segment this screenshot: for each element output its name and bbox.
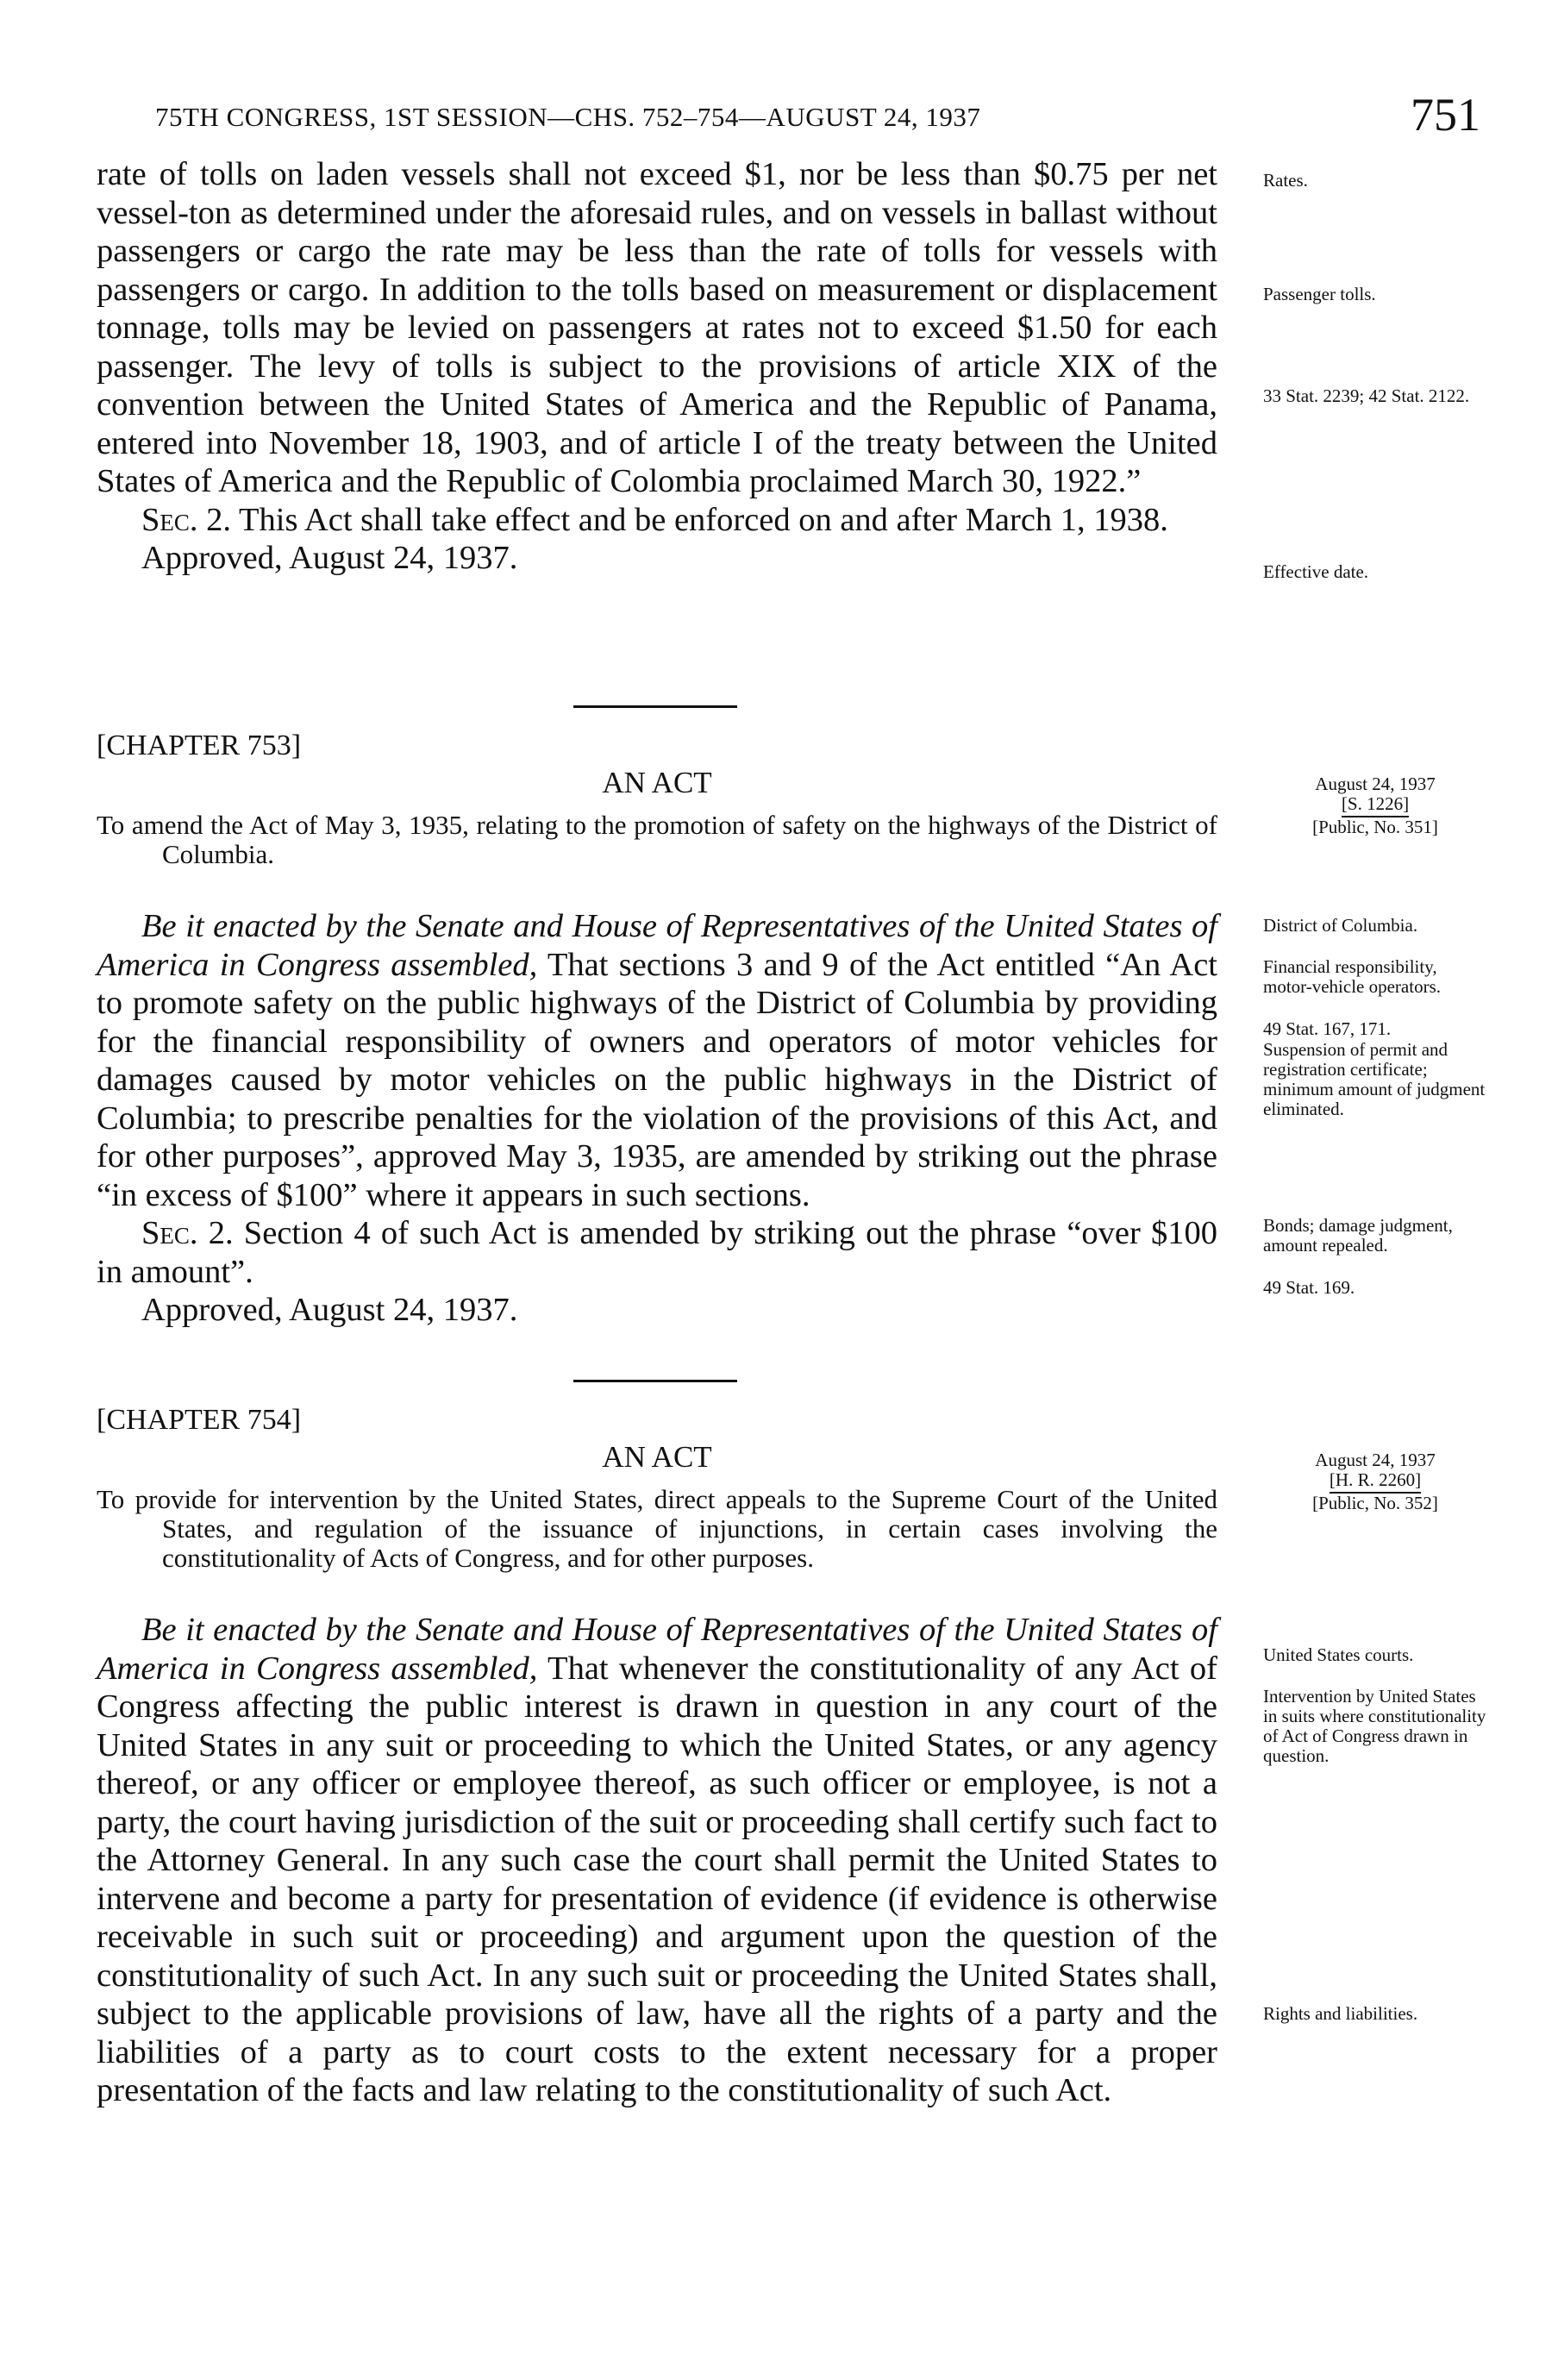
act-heading: AN ACT	[602, 766, 712, 799]
margin-note-stat-169: 49 Stat. 169.	[1263, 1277, 1355, 1298]
margin-note-stat-167: 49 Stat. 167, 171.	[1263, 1018, 1392, 1039]
chapter-label: [CHAPTER 753]	[97, 730, 302, 761]
margin-note-suspension: Suspension of permit and registration certificate; minimum amount of judgment eliminated.	[1263, 1039, 1486, 1119]
section-2-paragraph	[97, 1214, 1217, 1291]
public-law-number: [Public, No. 351]	[1312, 817, 1438, 837]
margin-note-district: District of Columbia.	[1263, 915, 1418, 936]
approval-date: August 24, 1937	[1315, 1450, 1436, 1470]
section-text: Section 4 of such Act is amended by striking out the phrase “over $100 in amount”.	[97, 1215, 1218, 1290]
enacting-clause: Be it enacted by the Senate and House of Representatives of the United States of America in Congress assembled,	[97, 908, 1217, 983]
enacting-paragraph	[97, 907, 1217, 1214]
section-divider	[573, 705, 737, 708]
page-number: 751	[1411, 89, 1480, 141]
margin-note-stat-reference: 33 Stat. 2239; 42 Stat. 2122.	[1263, 385, 1470, 406]
act-heading: AN ACT	[602, 1440, 712, 1474]
act-body: That sections 3 and 9 of the Act entitled “An Act to promote safety on the public highways of the District of Columbia by providing for the financial responsibility of owners and operators of motor vehicles for damages caused by motor vehicles on the public highways in the District of Columbia; to prescribe penalties for the violation of the provisions of this Act, and for other purposes”, approved May 3, 1935, are amended by striking out the phrase “in excess of $100” where it appears in such sections.	[97, 946, 1217, 1213]
bill-number: [H. R. 2260]	[1330, 1470, 1421, 1494]
bill-number: [S. 1226]	[1342, 794, 1409, 817]
chapter-752-continuation	[97, 155, 1217, 578]
enacting-paragraph	[97, 1611, 1217, 2110]
margin-note-effective-date: Effective date.	[1263, 561, 1369, 582]
public-law-number: [Public, No. 352]	[1312, 1493, 1438, 1513]
chapter-754	[97, 1404, 1217, 2110]
approved-line: Approved, August 24, 1937.	[141, 540, 518, 576]
approval-date: August 24, 1937	[1315, 774, 1436, 794]
section-label: Sec. 2.	[141, 501, 232, 538]
margin-note-intervention: Intervention by United States in suits where constitutionality of Act of Congress drawn in question.	[1263, 1686, 1486, 1766]
margin-note-us-courts: United States courts.	[1263, 1644, 1414, 1665]
approved-line: Approved, August 24, 1937.	[141, 1292, 518, 1328]
section-label: Sec. 2.	[141, 1215, 234, 1251]
margin-note-financial: Financial responsibility, motor-vehicle operators.	[1263, 956, 1442, 997]
margin-note-rates: Rates.	[1263, 170, 1308, 191]
section-text: This Act shall take effect and be enforced on and after March 1, 1938.	[238, 501, 1168, 538]
act-body: That whenever the constitutionality of any Act of Congress affecting the public interest is drawn in question in any court of the United States in any suit or proceeding to which the United States, or any agency thereof, or any officer or employee thereof, as such officer or employee, is not a party, the court having jurisdiction of the suit or proceeding shall certify such fact to the Attorney General. In any such case the court shall permit the United States to intervene and become a party for presentation of evidence (if evidence is otherwise receivable in such suit or proceeding) and argument upon the question of the constitutionality of such Act. In any such suit or proceeding the United States shall, subject to the applicable provisions of law, have all the rights of a party and the liabilities of a party as to court costs to the extent necessary for a proper presentation of the facts and law relating to the constitutionality of such Act.	[97, 1650, 1217, 2108]
section-2-paragraph	[97, 501, 1217, 540]
margin-note-ch753-approval	[1263, 774, 1487, 837]
margin-note-ch754-approval	[1263, 1450, 1487, 1513]
chapter-753	[97, 730, 1217, 1330]
margin-note-bonds: Bonds; damage judgment, amount repealed.	[1263, 1215, 1453, 1256]
chapter-label: [CHAPTER 754]	[97, 1404, 302, 1436]
running-head: 75TH CONGRESS, 1ST SESSION—CHS. 752–754—AUGUST 24, 1937	[155, 102, 981, 132]
section-divider	[573, 1380, 737, 1382]
continuation-paragraph: rate of tolls on laden vessels shall not exceed $1, nor be less than $0.75 per net vessel-ton as determined under the aforesaid rules, and on vessels in ballast without passengers or cargo the rate may be less than the rate of tolls for vessels with passengers or cargo. In addition to the tolls based on measurement or displacement tonnage, tolls may be levied on passengers at rates not to exceed $1.50 for each passenger. The levy of tolls is subject to the provisions of article XIX of the convention between the United States of America and the Republic of Panama, entered into November 18, 1903, and of article I of the treaty between the United States of America and the Republic of Colombia proclaimed March 30, 1922.”	[97, 156, 1217, 499]
margin-note-rights: Rights and liabilities.	[1263, 2003, 1418, 2024]
margin-note-passenger-tolls: Passenger tolls.	[1263, 284, 1376, 304]
act-purpose: To amend the Act of May 3, 1935, relating to the promotion of safety on the highways of the District of Columbia.	[97, 810, 1217, 869]
act-purpose: To provide for intervention by the United States, direct appeals to the Supreme Court of the United States, and regulation of the issuance of injunctions, in certain cases involving the constitutionality of Acts of Congress, and for other purposes.	[97, 1484, 1217, 1573]
enacting-clause: Be it enacted by the Senate and House of Representatives of the United States of America in Congress assembled,	[97, 1612, 1217, 1687]
